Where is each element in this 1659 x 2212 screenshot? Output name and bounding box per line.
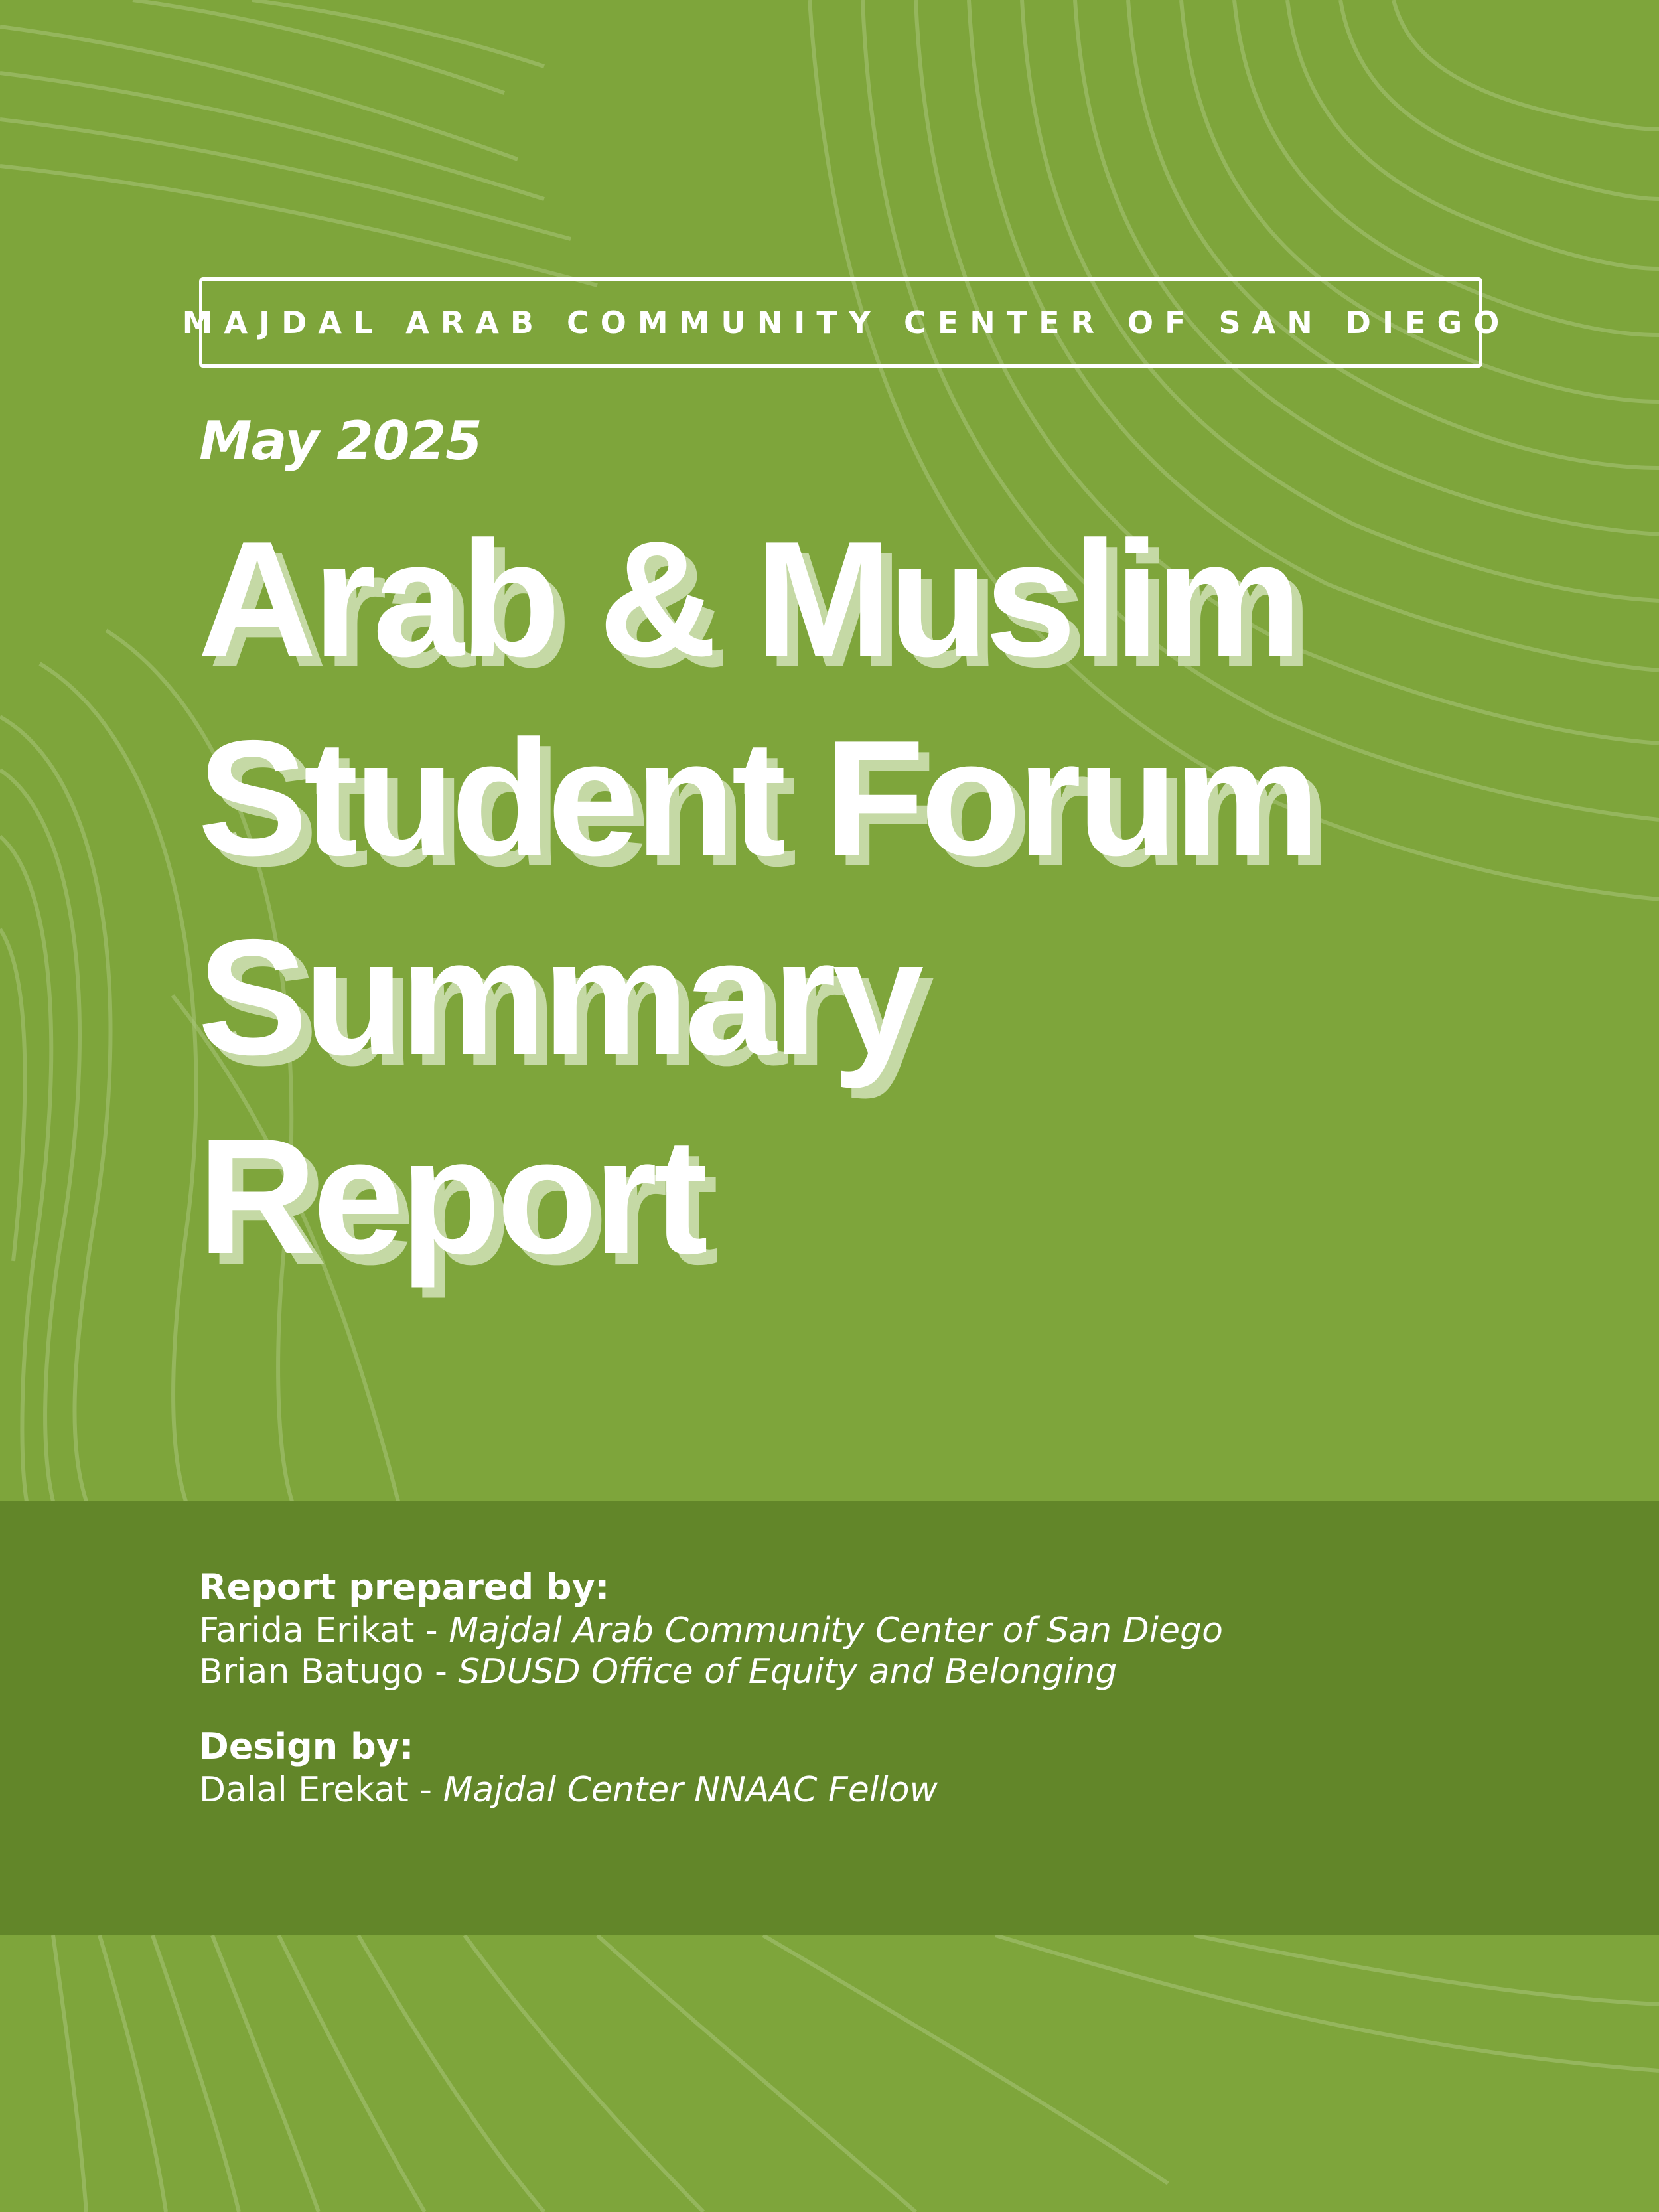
credit-line xyxy=(199,1651,1223,1692)
credit-line xyxy=(199,1610,1223,1651)
report-date: May 2025 xyxy=(199,410,482,472)
prepared-by-heading: Report prepared by: xyxy=(199,1566,610,1608)
title-line: Student Forum xyxy=(198,705,1317,890)
report-title xyxy=(198,499,1316,1295)
title-line: Report xyxy=(198,1104,705,1288)
credit-affiliation: SDUSD Office of Equity and Belonging xyxy=(458,1652,1118,1692)
credit-separator: - xyxy=(408,1770,443,1810)
credit-line xyxy=(199,1769,1223,1810)
credit-separator: - xyxy=(414,1611,449,1651)
organization-name: MAJDAL ARAB COMMUNITY CENTER OF SAN DIEGO xyxy=(182,305,1511,340)
credit-name: Brian Batugo xyxy=(199,1652,424,1692)
credit-affiliation: Majdal Center NNAAC Fellow xyxy=(443,1770,938,1810)
credit-affiliation: Majdal Arab Community Center of San Diego xyxy=(449,1611,1223,1651)
credit-name: Farida Erikat xyxy=(199,1611,415,1651)
credit-separator: - xyxy=(423,1652,459,1692)
organization-banner xyxy=(182,277,1511,368)
design-by-heading: Design by: xyxy=(199,1726,414,1767)
title-line: Summary xyxy=(198,905,920,1089)
credit-name: Dalal Erekat xyxy=(199,1770,409,1810)
credits-section xyxy=(199,1565,1223,1810)
title-line: Arab & Muslim xyxy=(198,506,1299,691)
